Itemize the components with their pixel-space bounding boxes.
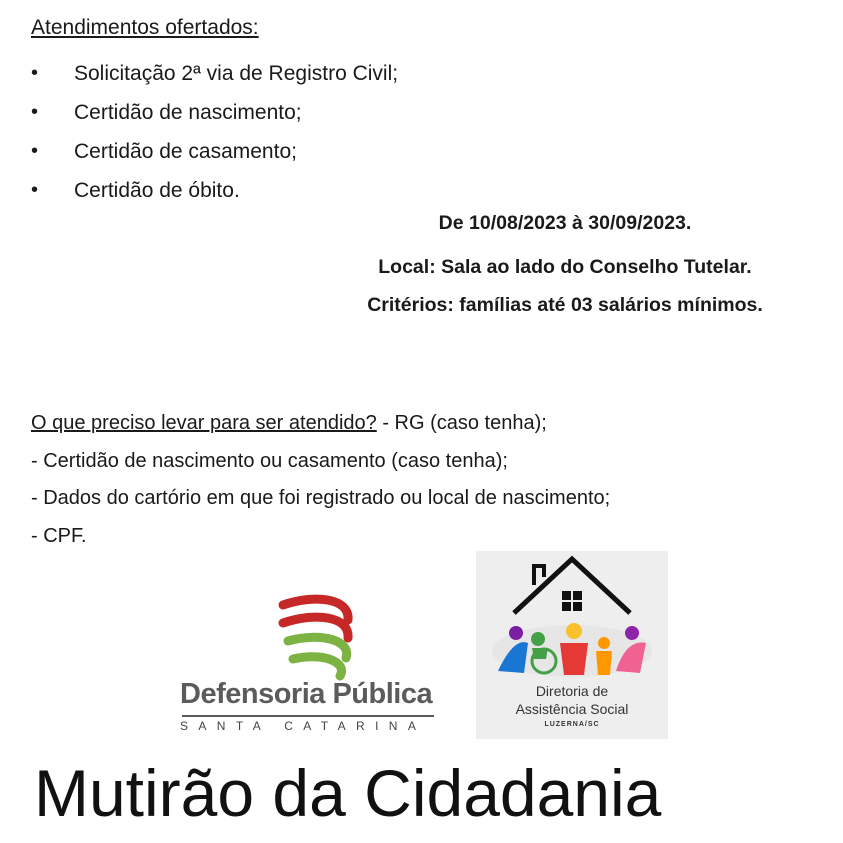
requirements-block (31, 405, 610, 555)
assistencia-line2: Assistência Social (515, 701, 629, 717)
requirements-first-line (31, 405, 610, 443)
assistencia-city: LUZERNA/SC (544, 721, 600, 728)
list-item: • Certidão de óbito. (31, 171, 398, 210)
house-people-icon (476, 551, 668, 679)
defensoria-name: Defensoria Pública (180, 678, 433, 710)
defensoria-divider (182, 715, 434, 717)
defensoria-emblem-icon (180, 590, 440, 685)
list-item: • Certidão de nascimento; (31, 93, 398, 132)
location-line: Local: Sala ao lado do Conselho Tutelar. (378, 256, 752, 278)
services-heading: Atendimentos ofertados: (31, 16, 259, 39)
page-title: Mutirão da Cidadania (34, 756, 662, 830)
criteria-line: Critérios: famílias até 03 salários mínimos. (367, 294, 763, 316)
list-item: • Certidão de casamento; (31, 132, 398, 171)
defensoria-logo (180, 590, 440, 740)
assistencia-logo (476, 551, 668, 739)
requirement-item: - RG (caso tenha); (376, 412, 547, 434)
assistencia-line1: Diretoria de (535, 683, 609, 699)
requirements-question: O que preciso levar para ser atendido? (31, 412, 377, 434)
requirement-item: - Dados do cartório em que foi registrado ou local de nascimento; (31, 487, 611, 509)
requirement-item: - Certidão de nascimento ou casamento (caso tenha); (31, 449, 508, 472)
dates-line: De 10/08/2023 à 30/09/2023. (438, 212, 692, 234)
requirement-item: - CPF. (31, 524, 87, 547)
defensoria-state: SANTA CATARINA (180, 719, 427, 733)
services-list (31, 54, 398, 210)
list-item: • Solicitação 2ª via de Registro Civil; (31, 54, 398, 93)
